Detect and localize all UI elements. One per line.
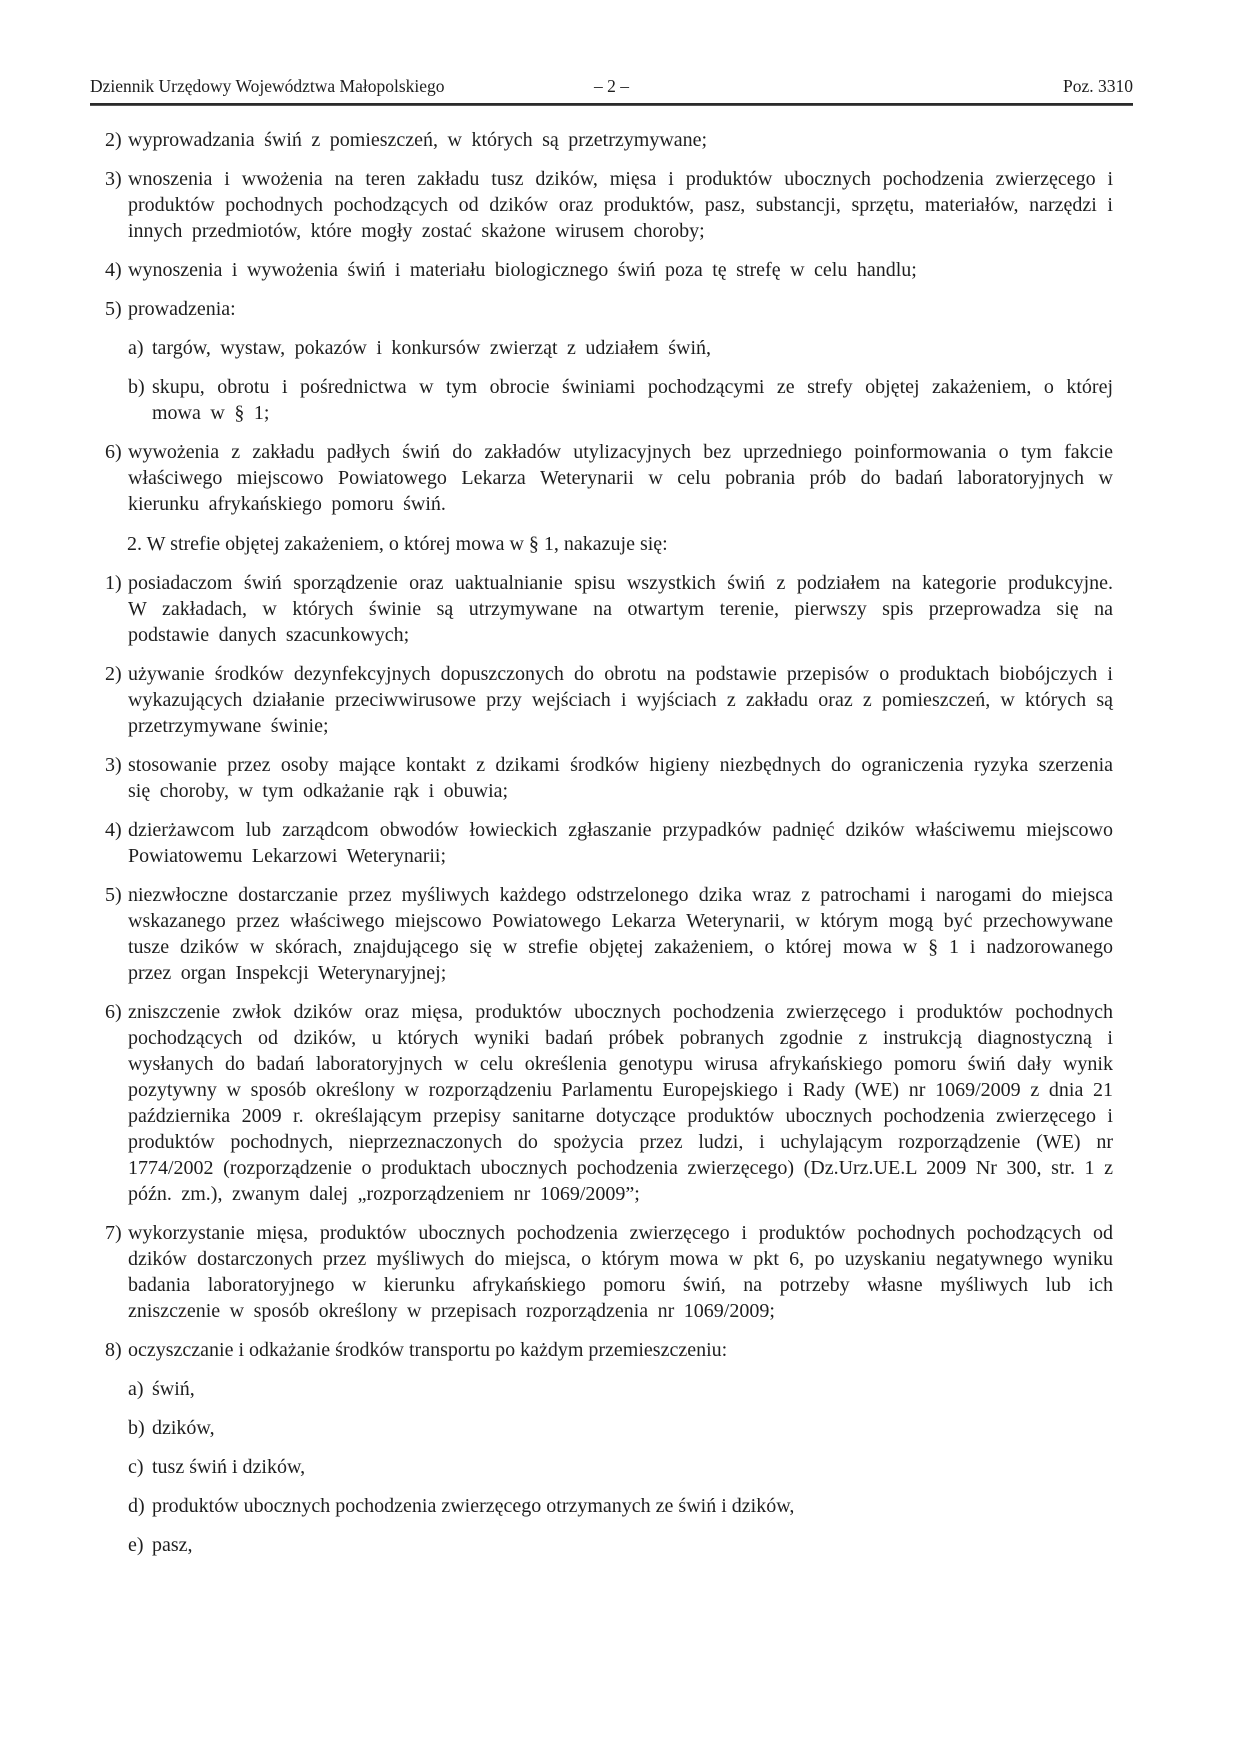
list-item-4 — [105, 257, 1113, 283]
header-rule — [90, 103, 1133, 106]
item-number: c) — [128, 1456, 144, 1478]
sub-item-8d — [128, 1493, 1113, 1519]
item-number: a) — [128, 1378, 144, 1400]
page-content — [90, 0, 1133, 1558]
item-text: oczyszczanie i odkażanie środków transportu po każdym przemieszczeniu: — [128, 1339, 728, 1361]
item-number: 8) — [105, 1339, 122, 1361]
item-text: pasz, — [152, 1534, 193, 1556]
item-number: b) — [128, 1417, 145, 1439]
list-b-item-7 — [105, 1220, 1113, 1324]
item-number: 1) — [105, 572, 122, 594]
item-number: 7) — [105, 1222, 122, 1244]
list-b-item-1 — [105, 570, 1113, 648]
item-text: tusz świń i dzików, — [152, 1456, 306, 1478]
document-body — [105, 127, 1113, 1558]
item-number: 6) — [105, 1001, 122, 1023]
sub-item-5b — [128, 374, 1113, 426]
list-b-item-3 — [105, 752, 1113, 804]
item-text: prowadzenia: — [128, 298, 236, 320]
list-item-6 — [105, 439, 1113, 517]
sub-item-8c — [128, 1454, 1113, 1480]
item-number: 3) — [105, 168, 122, 190]
page-header — [90, 76, 1133, 103]
list-b-item-6 — [105, 999, 1113, 1207]
position-reference: Poz. 3310 — [1063, 76, 1133, 96]
item-text: zniszczenie zwłok dzików oraz mięsa, produktów ubocznych pochodzenia zwierzęcego i produktów pochodnych pochodzących od dzików, u których wyniki badań próbek pobranych zgodnie z instrukcją diagnostyczną i wysłanych do badań laboratoryjnych w celu określenia genotypu wirusa afrykańskiego pomoru świń dały wynik pozytywny w sposób określony w rozporządzeniu Parlamentu Europejskiego i Rady (WE) nr 1069/2009 z dnia 21 października 2009 r. określającym przepisy sanitarne dotyczące produktów ubocznych pochodzenia zwierzęcego i produktów pochodnych, nieprzeznaczonych do spożycia przez ludzi, i uchylającym rozporządzenie (WE) nr 1774/2002 (rozporządzenie o produktach ubocznych pochodzenia zwierzęcego) (Dz.Urz.UE.L 2009 Nr 300, str. 1 z późn. zm.), zwanym dalej „rozporządzeniem nr 1069/2009”; — [128, 1001, 1113, 1205]
item-text: dzików, — [152, 1417, 215, 1439]
item-number: 2) — [105, 129, 122, 151]
sub-item-8a — [128, 1376, 1113, 1402]
item-text: wynoszenia i wywożenia świń i materiału biologicznego świń poza tę strefę w celu handlu; — [128, 259, 917, 281]
item-number: 4) — [105, 259, 122, 281]
list-b-item-5 — [105, 882, 1113, 986]
item-number: 2) — [105, 663, 122, 685]
item-text: skupu, obrotu i pośrednictwa w tym obrocie świniami pochodzącymi ze strefy objętej zakażeniem, o której mowa w § 1; — [152, 376, 1113, 424]
item-number: d) — [128, 1495, 145, 1517]
list-b-item-4 — [105, 817, 1113, 869]
item-number: 4) — [105, 819, 122, 841]
item-text: świń, — [152, 1378, 195, 1400]
item-text: dzierżawcom lub zarządcom obwodów łowieckich zgłaszanie przypadków padnięć dzików właściwemu miejscowo Powiatowemu Lekarzowi Weterynarii; — [128, 819, 1113, 867]
item-text: niezwłoczne dostarczanie przez myśliwych każdego odstrzelonego dzika wraz z patrochami i narogami do miejsca wskazanego przez właściwego miejscowo Powiatowego Lekarza Weterynarii, w którym mogą być przechowywane tusze dzików w skórach, znajdującego się w strefie objętej zakażeniem, o której mowa w § 1 i nadzorowanego przez organ Inspekcji Weterynaryjnej; — [128, 884, 1113, 984]
item-number: 6) — [105, 441, 122, 463]
sub-item-8b — [128, 1415, 1113, 1441]
item-text: używanie środków dezynfekcyjnych dopuszczonych do obrotu na podstawie przepisów o produktach biobójczych i wykazujących działanie przeciwwirusowe przy wejściach i wyjściach z zakładu oraz z pomieszczeń, w których są przetrzymywane świnie; — [128, 663, 1113, 737]
item-text: produktów ubocznych pochodzenia zwierzęcego otrzymanych ze świń i dzików, — [152, 1495, 795, 1517]
item-text: targów, wystaw, pokazów i konkursów zwierząt z udziałem świń, — [152, 337, 712, 359]
item-number: 5) — [105, 298, 122, 320]
list-item-3 — [105, 166, 1113, 244]
item-number: b) — [128, 376, 145, 398]
sub-item-8e — [128, 1532, 1113, 1558]
list-b-item-8 — [105, 1337, 1113, 1363]
paragraph-2: 2. W strefie objętej zakażeniem, o której mowa w § 1, nakazuje się: — [127, 533, 668, 555]
list-b-item-2 — [105, 661, 1113, 739]
journal-title: Dziennik Urzędowy Województwa Małopolskiego — [90, 76, 445, 96]
item-text: wyprowadzania świń z pomieszczeń, w których są przetrzymywane; — [128, 129, 708, 151]
item-text: wykorzystanie mięsa, produktów ubocznych pochodzenia zwierzęcego i produktów pochodnych pochodzących od dzików dostarczonych przez myśliwych do miejsca, o którym mowa w pkt 6, po uzyskaniu negatywnego wyniku badania laboratoryjnego w kierunku afrykańskiego pomoru świń, na potrzeby własne myśliwych lub ich zniszczenie w sposób określony w przepisach rozporządzenia nr 1069/2009; — [128, 1222, 1113, 1322]
item-number: 3) — [105, 754, 122, 776]
list-item-5 — [105, 296, 1113, 322]
item-text: wywożenia z zakładu padłych świń do zakładów utylizacyjnych bez uprzedniego poinformowania o tym fakcie właściwego miejscowo Powiatowego Lekarza Weterynarii w celu pobrania prób do badań laboratoryjnych w kierunku afrykańskiego pomoru świń. — [128, 441, 1113, 515]
item-number: 5) — [105, 884, 122, 906]
item-number: a) — [128, 337, 144, 359]
list-item-2 — [105, 127, 1113, 153]
item-number: e) — [128, 1534, 144, 1556]
item-text: wnoszenia i wwożenia na teren zakładu tusz dzików, mięsa i produktów ubocznych pochodzenia zwierzęcego i produktów pochodnych pochodzących od dzików oraz produktów, pasz, substancji, sprzętu, materiałów, narzędzi i innych przedmiotów, które mogły zostać skażone wirusem choroby; — [128, 168, 1113, 242]
sub-item-5a — [128, 335, 1113, 361]
item-text: posiadaczom świń sporządzenie oraz uaktualnianie spisu wszystkich świń z podziałem na kategorie produkcyjne. W zakładach, w których świnie są utrzymywane na otwartym terenie, pierwszy spis przeprowadza się na podstawie danych szacunkowych; — [128, 572, 1113, 646]
page-number: – 2 – — [594, 76, 629, 96]
item-text: stosowanie przez osoby mające kontakt z dzikami środków higieny niezbędnych do ograniczenia ryzyka szerzenia się choroby, w tym odkażanie rąk i obuwia; — [128, 754, 1113, 802]
